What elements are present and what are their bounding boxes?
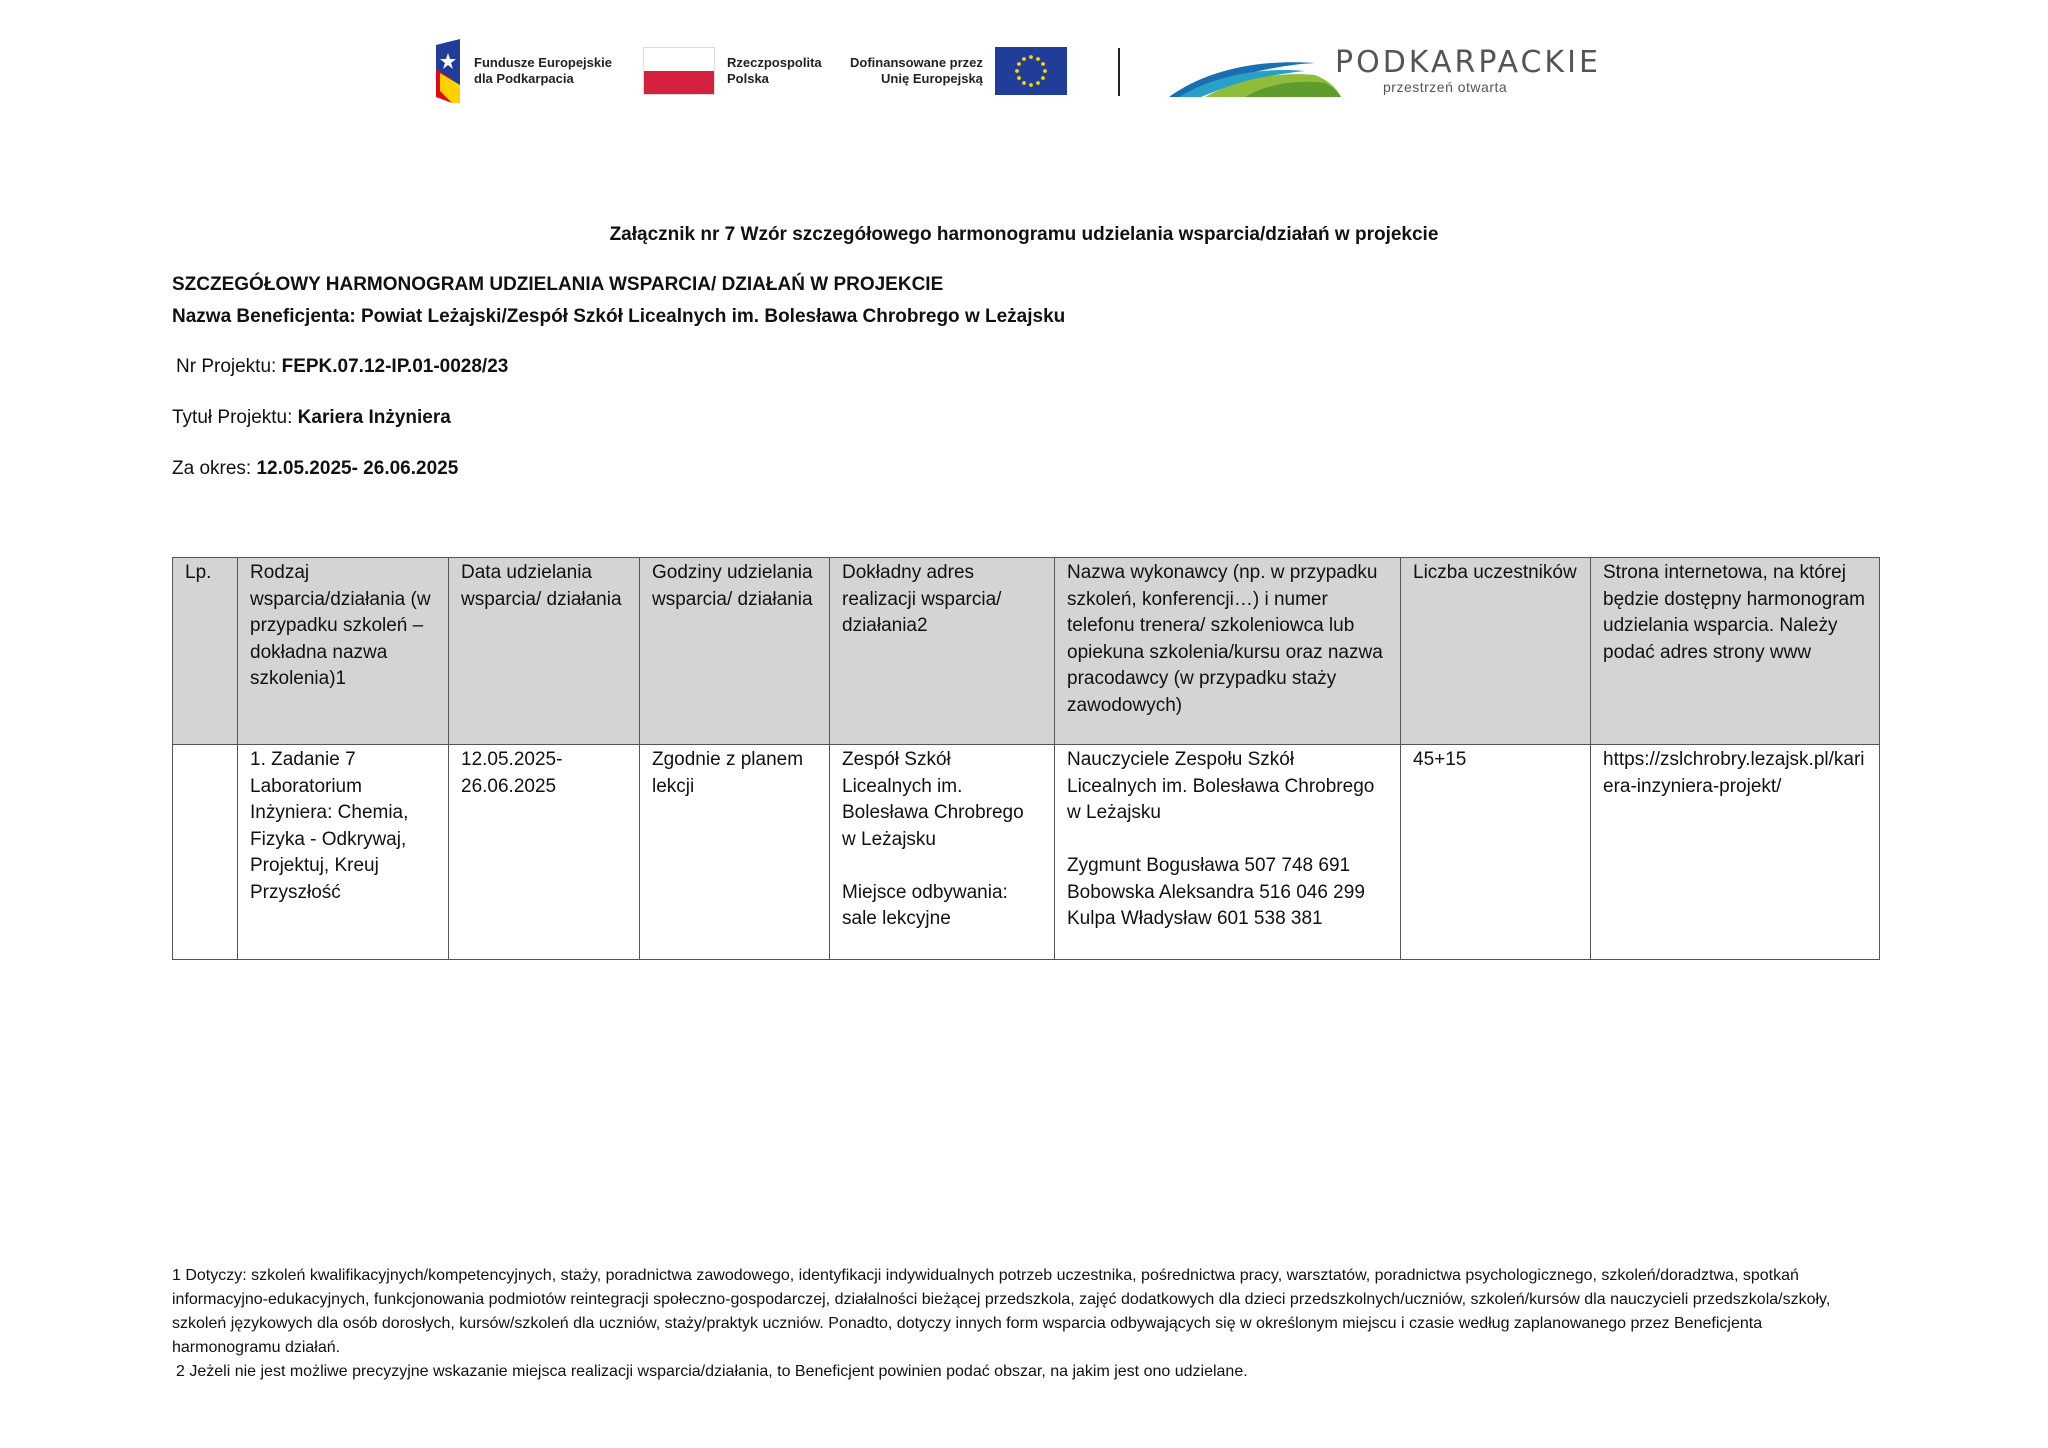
fe-emblem-icon [430, 39, 466, 103]
beneficiary-name: Nazwa Beneficjenta: Powiat Leżajski/Zespół Szkół Licealnych im. Bolesława Chrobrego w Leżajsku [172, 306, 1066, 327]
podkarpackie-tagline: przestrzeń otwarta [1383, 79, 1508, 95]
footnote-1: 1 Dotyczy: szkoleń kwalifikacyjnych/kompetencyjnych, staży, poradnictwa zawodowego, identyfikacji indywidualnych potrzeb uczestnika, pośrednictwa pracy, warsztatów, poradnictwa psychologicznego, szkoleń/doradztwa, spotkań informacyjno-edukacyjnych, funkcjonowania podmiotów reintegracji społeczno-gospodarczej, działalności bieżącej przedszkola, zajęć dodatkowych dla dzieci przedszkolnych/uczniów, szkoleń/kursów dla nauczycieli przedszkola/szkoły, szkoleń językowych dla osób dorosłych, kursów/szkoleń dla uczniów, staży/praktyk uczniów. Ponadto, dotyczy innych form wsparcia odbywających się w określonym miejscu i czasie według zaplanowanego przez Beneficjenta harmonogramu działań. [172, 1267, 1831, 1356]
cell-contractor: Nauczyciele Zespołu Szkół Licealnych im. Bolesława Chrobrego w Leżajsku Zygmunt Bogusława 507 748 691 Bobowska Aleksandra 516 046 299 Kulpa Władysław 601 538 381 [1055, 745, 1401, 960]
footnotes [172, 1264, 1872, 1384]
document-title: Załącznik nr 7 Wzór szczegółowego harmonogramu udzielania wsparcia/działań w projekcie [609, 224, 1439, 245]
eu-flag-icon [995, 47, 1067, 95]
cell-lp [173, 745, 238, 960]
schedule-heading: SZCZEGÓŁOWY HARMONOGRAM UDZIELANIA WSPARCIA/ DZIAŁAŃ W PROJEKCIE [172, 274, 944, 295]
header-participants: Liczba uczestników [1401, 558, 1591, 745]
period-value: 12.05.2025- 26.06.2025 [256, 458, 459, 479]
pl-logo-line2: Polska [727, 71, 769, 86]
fe-logo-line1: Fundusze Europejskie [474, 55, 612, 70]
schedule-table [172, 557, 1880, 960]
cell-participants: 45+15 [1401, 745, 1591, 960]
project-number-label: Nr Projektu: [176, 356, 282, 377]
eu-logo-text [850, 55, 983, 87]
polish-flag-icon [643, 47, 715, 95]
project-title: Kariera Inżyniera [297, 407, 451, 428]
project-title-line [172, 407, 451, 429]
cell-date: 12.05.2025- 26.06.2025 [449, 745, 640, 960]
header-support-type: Rodzaj wsparcia/działania (w przypadku szkoleń – dokładna nazwa szkolenia)1 [238, 558, 449, 745]
fe-logo-text [474, 55, 612, 87]
header-website: Strona internetowa, na której będzie dostępny harmonogram udzielania wsparcia. Należy podać adres strony www [1591, 558, 1880, 745]
header-lp: Lp. [173, 558, 238, 745]
header-contractor: Nazwa wykonawcy (np. w przypadku szkoleń, konferencji…) i numer telefonu trenera/ szkoleniowca lub opiekuna szkolenia/kursu oraz nazwa pracodawcy (w przypadku staży zawodowych) [1055, 558, 1401, 745]
cell-support-type: 1. Zadanie 7 Laboratorium Inżyniera: Chemia, Fizyka - Odkrywaj, Projektuj, Kreuj Przyszłość [238, 745, 449, 960]
header-hours: Godziny udzielania wsparcia/ działania [640, 558, 830, 745]
project-number-line [176, 356, 508, 378]
table-row [173, 745, 1880, 960]
podkarpackie-text [1335, 47, 1601, 95]
pl-logo-line1: Rzeczpospolita [727, 55, 822, 70]
project-title-label: Tytuł Projektu: [172, 407, 298, 428]
header-address: Dokładny adres realizacji wsparcia/ działania2 [830, 558, 1055, 745]
rzeczpospolita-polska-logo [643, 36, 822, 106]
cell-hours: Zgodnie z planem lekcji [640, 745, 830, 960]
table-header-row [173, 558, 1880, 745]
footnote-2: 2 Jeżeli nie jest możliwe precyzyjne wskazanie miejsca realizacji wsparcia/działania, to Beneficjent powinien podać obszar, na jakim jest ono udzielane. [176, 1363, 1248, 1380]
logo-bar [430, 36, 1601, 106]
eu-logo-line2: Unię Europejską [881, 71, 983, 86]
fe-logo-line2: dla Podkarpacia [474, 71, 574, 86]
period-line [172, 458, 458, 480]
cell-website-link[interactable]: https://zslchrobry.lezajsk.pl/kariera-inzyniera-projekt/ [1591, 745, 1880, 960]
fundusze-europejskie-logo [430, 36, 612, 106]
eu-funding-logo [850, 36, 1067, 106]
pl-logo-text [727, 55, 822, 87]
header-date: Data udzielania wsparcia/ działania [449, 558, 640, 745]
podkarpackie-hills-icon [1165, 41, 1345, 101]
cell-address: Zespół Szkół Licealnych im. Bolesława Chrobrego w Leżajsku Miejsce odbywania: sale lekcyjne [830, 745, 1055, 960]
podkarpackie-name: PODKARPACKIE [1335, 45, 1601, 80]
logo-divider [1118, 48, 1120, 96]
podkarpackie-logo [1165, 36, 1601, 106]
period-label: Za okres: [172, 458, 257, 479]
eu-logo-line1: Dofinansowane przez [850, 55, 983, 70]
project-number: FEPK.07.12-IP.01-0028/23 [281, 356, 509, 377]
